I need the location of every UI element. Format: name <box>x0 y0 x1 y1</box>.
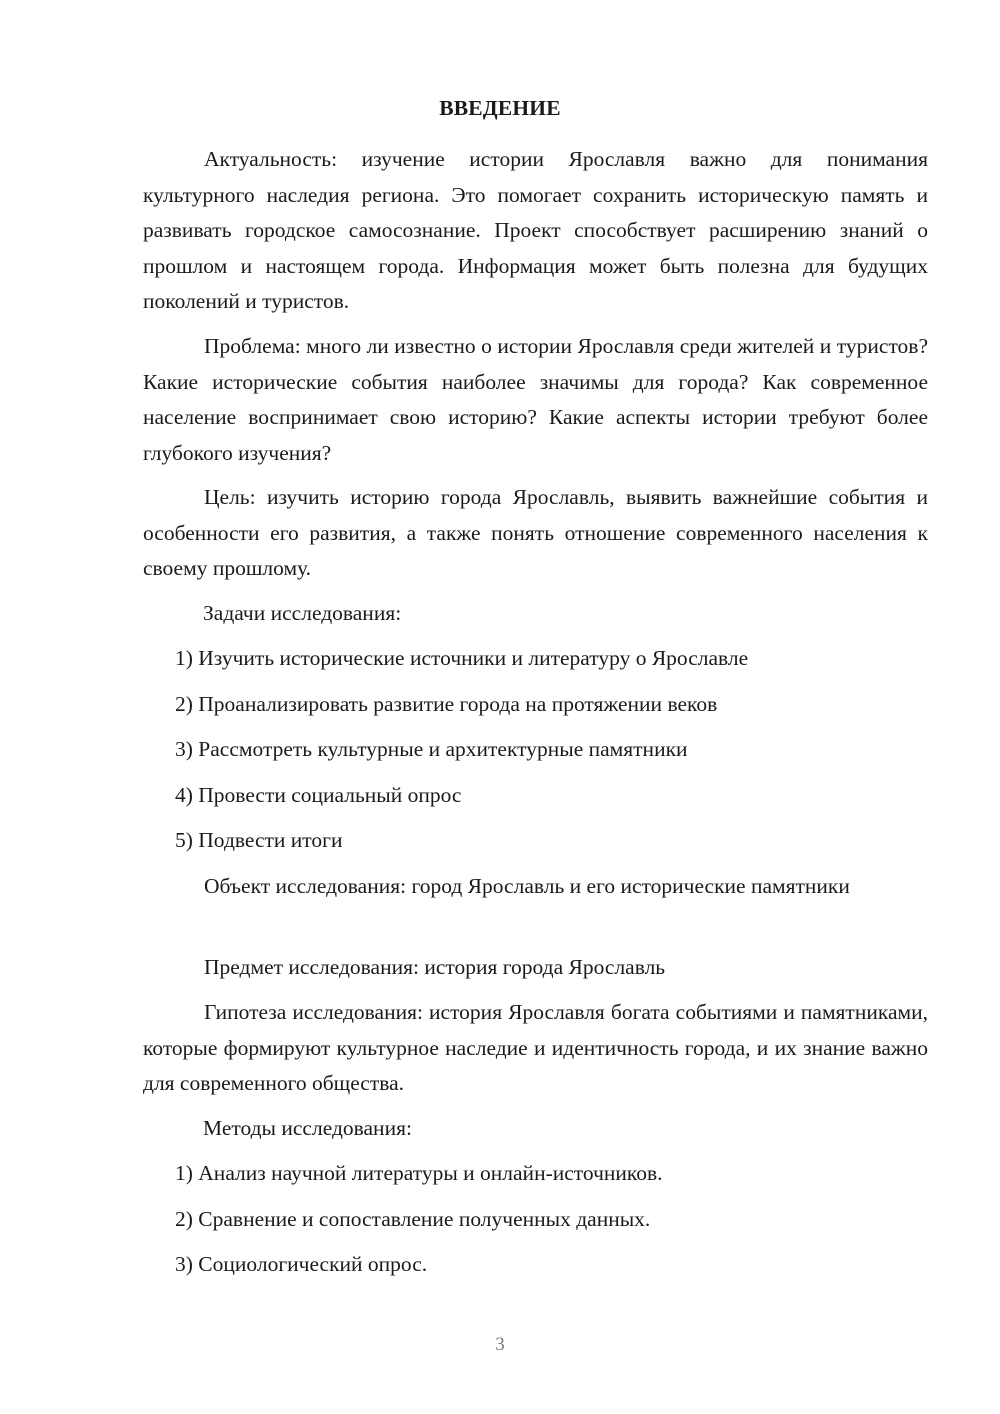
problem-paragraph: Проблема: много ли известно о истории Ярославля среди жителей и туристов? Какие исторические события наиболее значимы для города? Как современное население воспринимает свою историю? Какие аспекты истории требуют более глубокого изучения? <box>143 334 928 465</box>
task-item-5: 5) Подвести итоги <box>175 828 343 852</box>
relevance-paragraph: Актуальность: изучение истории Ярославля важно для понимания культурного наследия региона. Это помогает сохранить историческую память и развивать городское самосознание. Проект способствует расширению знаний о прошлом и настоящем города. Информация может быть полезна для будущих поколений и туристов. <box>143 147 928 313</box>
method-item-2: 2) Сравнение и сопоставление полученных данных. <box>175 1207 651 1231</box>
task-item-1: 1) Изучить исторические источники и литературу о Ярославле <box>175 646 749 670</box>
task-item-3: 3) Рассмотреть культурные и архитектурные памятники <box>175 737 688 761</box>
subject-paragraph: Предмет исследования: история города Ярославль <box>204 955 666 979</box>
goal-paragraph: Цель: изучить историю города Ярославль, выявить важнейшие события и особенности его развития, а также понять отношение современного населения к своему прошлому. <box>143 485 928 580</box>
page-number: 3 <box>495 1334 505 1355</box>
object-paragraph: Объект исследования: город Ярославль и его исторические памятники <box>204 874 850 898</box>
page-title: ВВЕДЕНИЕ <box>439 96 561 120</box>
method-item-3: 3) Социологический опрос. <box>175 1252 428 1276</box>
task-item-4: 4) Провести социальный опрос <box>175 783 462 807</box>
methods-heading: Методы исследования: <box>203 1116 412 1140</box>
task-item-2: 2) Проанализировать развитие города на протяжении веков <box>175 692 718 716</box>
method-item-1: 1) Анализ научной литературы и онлайн-источников. <box>175 1161 663 1185</box>
tasks-heading: Задачи исследования: <box>203 601 402 625</box>
hypothesis-paragraph: Гипотеза исследования: история Ярославля богата событиями и памятниками, которые формируют культурное наследие и идентичность города, и их знание важно для современного общества. <box>143 1000 928 1095</box>
